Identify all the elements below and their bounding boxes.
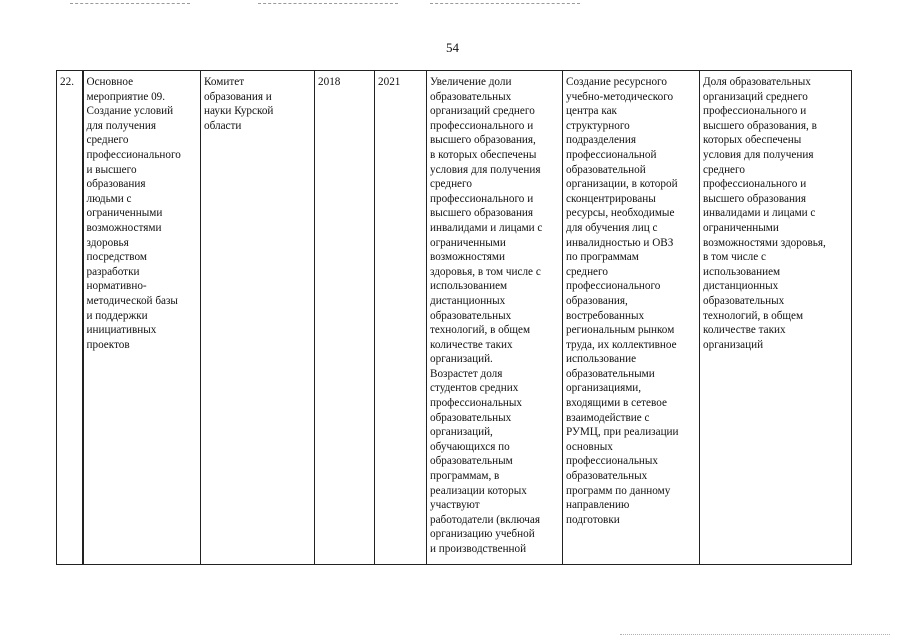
end-year-cell: 2021 — [375, 71, 427, 565]
table-row — [57, 71, 852, 565]
scan-top-rule-left — [70, 3, 190, 4]
indicator-cell: Доля образовательных организаций среднего профессионального и высшего образования, в которых обеспечены условия для получения среднего профессионального и высшего образования инвалидами и лицами с ограниченными возможностями здоровья, в том числе с использованием дистанционных образовательных технологий, в общем количестве таких организаций — [700, 71, 852, 565]
expected-result-cell: Увеличение доли образовательных организаций среднего профессионального и высшего образования, в которых обеспечены условия для получения среднего профессионального и высшего образования инвалидами и лицами с ограниченными возможностями здоровья, в том числе с использованием дистанционных образовательных технологий, в общем количестве таких организаций. Возрастет доля студентов средних профессиональных образовательных организаций, обучающихся по образовательным программам, в реализации которых участвуют работодатели (включая организацию учебной и производственной — [427, 71, 563, 565]
activities-table — [56, 70, 852, 565]
scan-top-rule-middle — [258, 3, 398, 4]
activity-name-cell: Основное мероприятие 09. Создание условий для получения среднего профессионального и высшего образования людьми с ограниченными возможностями здоровья посредством разработки нормативно- методической базы и поддержки инициативных проектов — [83, 71, 201, 565]
executor-cell: Комитет образования и науки Курской области — [201, 71, 315, 565]
start-year-cell: 2018 — [315, 71, 375, 565]
activity-content-cell: Создание ресурсного учебно-методического центра как структурного подразделения профессиональной образовательной организации, в которой сконцентрированы ресурсы, необходимые для обучения лиц с инвалидностью и ОВЗ по программам среднего профессионального образования, востребованных региональным рынком труда, их коллективное использование образовательными организациями, входящими в сетевое взаимодействие с РУМЦ, при реализации основных профессиональных образовательных программ по данному направлению подготовки — [563, 71, 700, 565]
scan-bottom-rule — [620, 634, 890, 635]
row-number-cell: 22. — [57, 71, 83, 565]
scan-top-rule-right — [430, 3, 580, 4]
page-number: 54 — [446, 40, 459, 55]
